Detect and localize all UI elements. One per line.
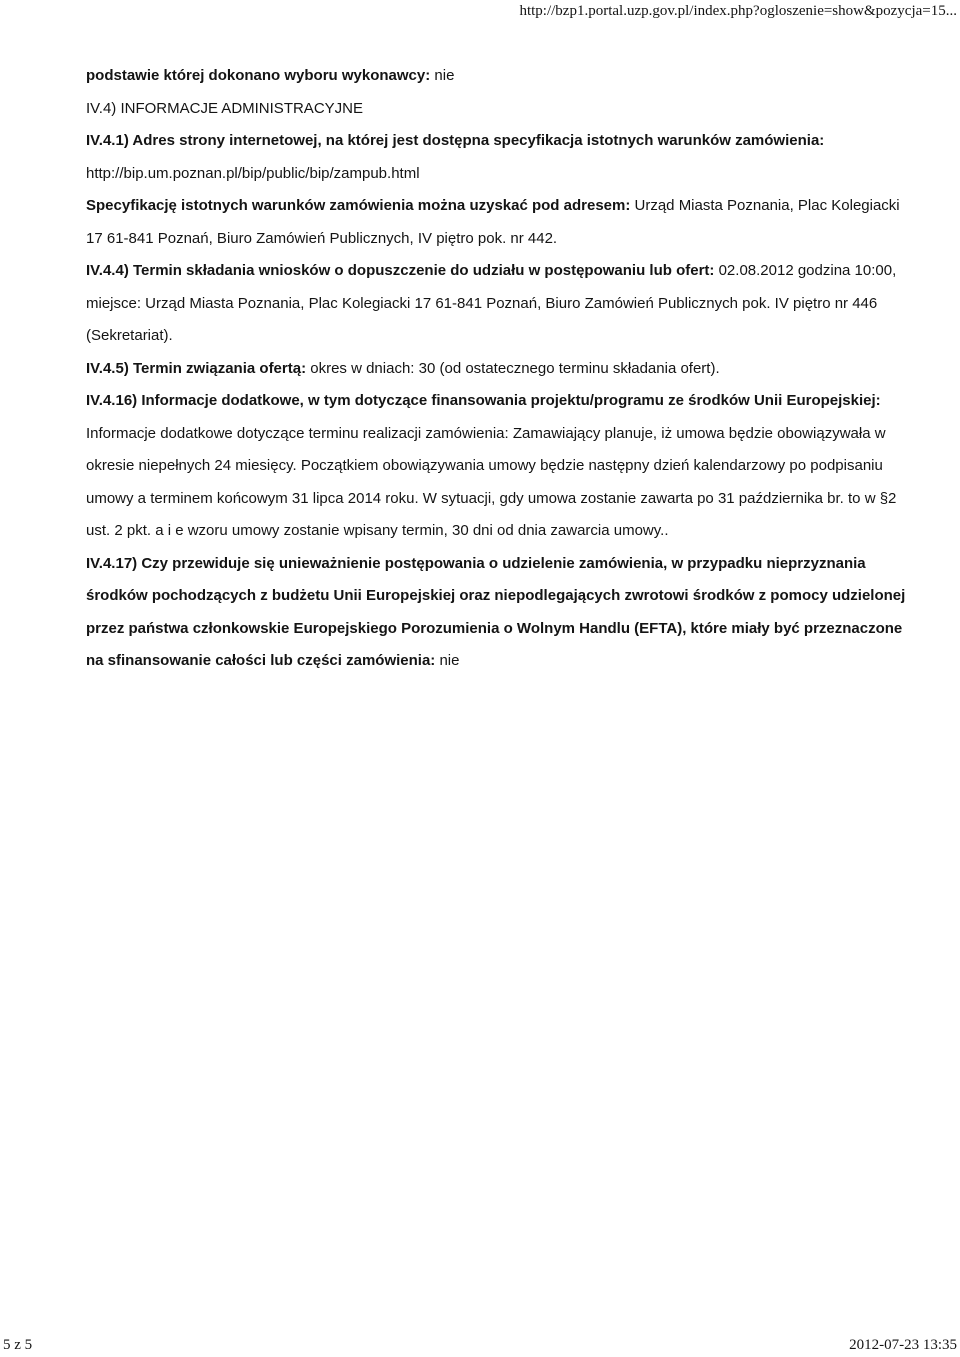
section-spec-address [86, 190, 906, 255]
section-value: nie [430, 67, 455, 84]
page-number: 5 z 5 [3, 1337, 33, 1353]
document-content [86, 60, 906, 678]
print-header-url: http://bzp1.portal.uzp.gov.pl/index.php?ogloszenie=show&pozycja=15... [519, 3, 957, 19]
section-label: IV.4.1) [86, 132, 129, 149]
section-label: IV.4) INFORMACJE ADMINISTRACYJNE [86, 99, 363, 117]
section-label-rest: Adres strony internetowej, na której jest dostępna specyfikacja istotnych warunków zamówienia: [128, 132, 825, 149]
section-heading-admin [86, 93, 906, 126]
section-submission-deadline [86, 255, 906, 353]
section-label: IV.4.4) Termin składania wniosków o dopuszczenie do udziału w postępowaniu lub ofert: [86, 262, 715, 279]
section-selection-basis [86, 60, 906, 93]
section-value: Urząd Miasta Poznania, Plac Kolegiacki 17 61-841 Poznań, Biuro Zamówień Publicznych, IV piętro pok. nr 442. [86, 197, 900, 247]
section-value-url: http://bip.um.poznan.pl/bip/public/bip/zampub.html [86, 164, 420, 182]
section-annulment [86, 548, 906, 678]
section-label: podstawie której dokonano wyboru wykonawcy: [86, 67, 431, 84]
section-value: 02.08.2012 godzina 10:00, miejsce: Urząd Miasta Poznania, Plac Kolegiacki 17 61-841 Poznań, Biuro Zamówień Publicznych pok. IV piętro nr 446 (Sekretariat). [86, 262, 897, 344]
section-website [86, 125, 906, 190]
section-value: nie [435, 652, 460, 669]
section-offer-binding [86, 353, 906, 386]
section-label: IV.4.17) Czy przewiduje się unieważnienie postępowania o udzielenie zamówienia, w przypadku nieprzyznania środków pochodzących z budżetu Unii Europejskiej oraz niepodlegających zwrotowi środków z pomocy udzielonej przez państwa członkowskie Europejskiego Porozumienia o Wolnym Handlu (EFTA), które miały być przeznaczone na sfinansowanie całości lub części zamówienia: [86, 554, 906, 669]
section-additional-info [86, 385, 906, 548]
section-value: okres w dniach: 30 (od ostatecznego terminu składania ofert). [306, 359, 720, 377]
section-label: IV.4.16) Informacje dodatkowe, w tym dotyczące finansowania projektu/programu ze środków Unii Europejskiej: [86, 392, 881, 409]
print-timestamp: 2012-07-23 13:35 [849, 1337, 957, 1353]
section-label: Specyfikację istotnych warunków zamówienia można uzyskać pod adresem: [86, 197, 631, 214]
section-value: Informacje dodatkowe dotyczące terminu realizacji zamówienia: Zamawiający planuje, iż umowa będzie obowiązywała w okresie niepełnych 24 miesięcy. Początkiem obowiązywania umowy będzie następny dzień kalendarzowy po podpisaniu umowy a terminem końcowym 31 lipca 2014 roku. W sytuacji, gdy umowa zostanie zawarta po 31 października br. to w §2 ust. 2 pkt. a i e wzoru umowy zostanie wpisany termin, 30 dni od dnia zawarcia umowy.. [86, 424, 897, 539]
section-label: IV.4.5) Termin związania ofertą: [86, 359, 307, 377]
